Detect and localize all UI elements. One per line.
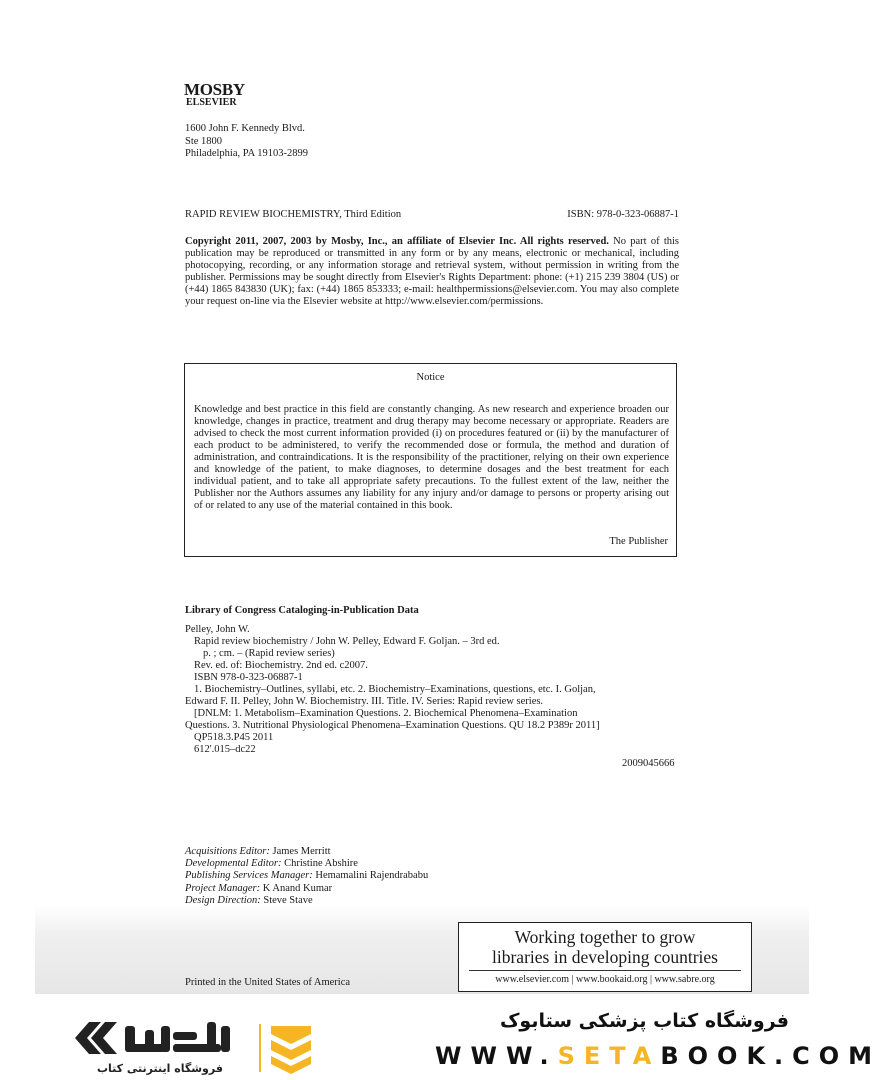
credit-line [185, 846, 428, 858]
credit-line [185, 858, 428, 870]
cip-line: QP518.3.P45 2011 [194, 732, 274, 743]
cip-control-number: 2009045666 [622, 758, 675, 769]
credit-name: K Anand Kumar [262, 882, 333, 894]
credits-block [185, 846, 428, 907]
setabook-logo [75, 1020, 375, 1078]
ad-headline-2: libraries in developing countries [492, 947, 718, 967]
book-title: RAPID REVIEW BIOCHEMISTRY, Third Edition [185, 209, 402, 220]
cip-line: Rev. ed. of: Biochemistry. 2nd ed. c2007. [194, 660, 368, 671]
address-line: 1600 John F. Kennedy Blvd. [185, 123, 305, 134]
cip-line: p. ; cm. – (Rapid review series) [203, 648, 335, 659]
address-line: Ste 1800 [185, 135, 223, 147]
credit-role: Publishing Services Manager: [185, 870, 313, 882]
notice-box [184, 363, 677, 557]
credit-role: Design Direction: [185, 894, 261, 906]
site-url-accent: SETA [557, 1042, 661, 1070]
copyright-paragraph [185, 236, 679, 308]
ad-divider [469, 970, 741, 971]
cip-line: 612'.015–dc22 [194, 744, 256, 755]
ad-headline-1: Working together to grow [514, 927, 696, 947]
setabook-logo-caption: فروشگاه اینترنتی کتاب [97, 1062, 223, 1075]
cip-line: Edward F. II. Pelley, John W. Biochemistry. III. Title. IV. Series: Rapid review series. [185, 696, 544, 707]
site-url-post: BOOK.COM [660, 1042, 881, 1070]
publisher-logo-sub: ELSEVIER [186, 97, 237, 108]
notice-title: Notice [416, 372, 445, 383]
shop-name-fa: فروشگاه کتاب پزشکی ستابوک [499, 1010, 789, 1032]
notice-signature: The Publisher [609, 536, 668, 547]
site-url[interactable] [435, 1042, 881, 1070]
publisher-address [185, 123, 308, 161]
credit-name: Hemamalini Rajendrababu [315, 870, 429, 882]
copyright-statement: Copyright 2011, 2007, 2003 by Mosby, Inc., an affiliate of Elsevier Inc. All rights reserved. [185, 236, 609, 247]
ad-links: www.elsevier.com | www.bookaid.org | www.sabre.org [495, 974, 715, 985]
notice-body: Knowledge and best practice in this field are constantly changing. As new research and experience broaden our knowledge, changes in practice, treatment and drug therapy may become necessary or appropriate. Readers are advised to check the most current information provided (i) on procedures featured or (ii) by the manufacturer of each product to be administered, to verify the recommended dose or formula, the method and duration of administration, and contraindications. It is the responsibility of the practitioner, relying on their own experience and knowledge of the patient, to make diagnoses, to determine dosages and the best treatment for each individual patient, and to take all appropriate safety precautions. To the fullest extent of the law, neither the Publisher nor the Authors assumes any liability for any injury and/or damage to persons or property arising out of or related to any use of the material contained in this book. [194, 404, 669, 511]
credit-line [185, 883, 428, 895]
cip-block [185, 624, 679, 756]
chevrons-icon [75, 1022, 117, 1054]
credit-role: Developmental Editor: [185, 858, 282, 870]
site-url-pre: WWW. [435, 1042, 558, 1070]
book-title-line [185, 209, 679, 221]
printed-in: Printed in the United States of America [185, 977, 351, 988]
copyright-permissions: No part of this publication may be reproduced or transmitted in any form or by any means, electronic or mechanical, including photocopying, recording, or any information storage and retrieval system, without permission in writing from the publisher. Permissions may be sought directly from Elsevier's Rights Department: phone: (+1) 215 239 3804 (US) or (+44) 1865 843830 (UK); fax: (+44) 1865 853333; e-mail: healthpermissions@elsevier.com. You may also complete your request on-line via the Elsevier website at http://www.elsevier.com/permissions. [185, 236, 679, 307]
book-aid-ad [458, 922, 752, 992]
book-emblem-icon [271, 1026, 311, 1074]
publisher-logo: MOSBY [184, 80, 245, 99]
book-isbn: ISBN: 978-0-323-06887-1 [567, 209, 679, 220]
credit-line [185, 870, 428, 882]
cip-line: Questions. 3. Nutritional Physiological Phenomena–Examination Questions. QU 18.2 P389r 2011] [185, 720, 600, 731]
credit-role: Acquisitions Editor: [185, 846, 270, 857]
credit-name: Christine Abshire [284, 858, 358, 870]
credit-name: James Merritt [272, 846, 331, 857]
cip-line: Rapid review biochemistry / John W. Pelley, Edward F. Goljan. – 3rd ed. [194, 636, 500, 647]
credit-name: Steve Stave [263, 894, 313, 906]
credit-role: Project Manager: [185, 882, 261, 894]
cip-line: ISBN 978-0-323-06887-1 [194, 672, 303, 683]
address-line: Philadelphia, PA 19103-2899 [185, 148, 308, 159]
cip-line: [DNLM: 1. Metabolism–Examination Questions. 2. Biochemical Phenomena–Examination [194, 708, 578, 719]
cip-line: 1. Biochemistry–Outlines, syllabi, etc. 2. Biochemistry–Examinations, questions, etc. I. Goljan, [194, 684, 596, 695]
cip-line: Pelley, John W. [185, 624, 250, 635]
cip-heading: Library of Congress Cataloging-in-Publication Data [185, 605, 419, 616]
